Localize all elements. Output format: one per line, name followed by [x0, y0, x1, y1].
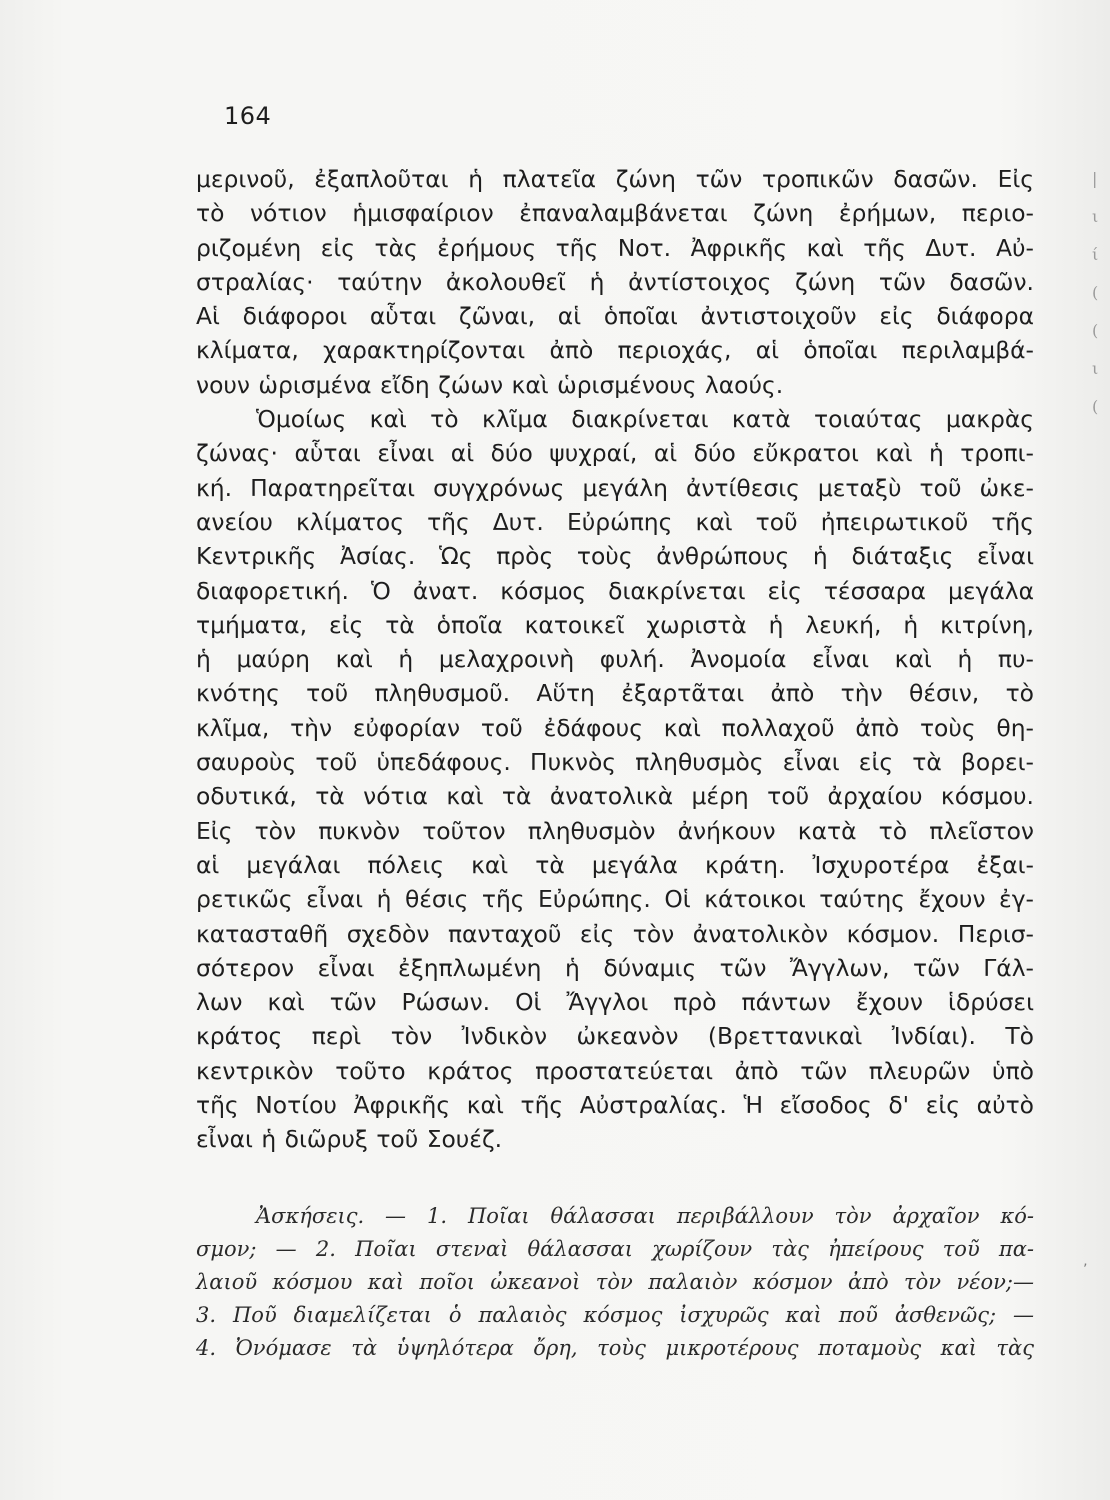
text-line: τμήματα, εἰς τὰ ὁποῖα κατοικεῖ χωριστὰ ἡ λευκή, ἡ κιτρίνη, — [196, 610, 1034, 639]
text-line: οδυτικά, τὰ νότια καὶ τὰ ἀνατολικὰ μέρη τοῦ ἀρχαίου κόσμου. — [196, 782, 1034, 811]
bleed-through-marks: | ι ί ( ( ι ( — [1092, 169, 1099, 416]
text-line: στραλίας· ταύτην ἀκολουθεῖ ἡ ἀντίστοιχος ζώνη τῶν δασῶν. — [196, 267, 1034, 296]
text-line: σαυροὺς τοῦ ὑπεδάφους. Πυκνὸς πληθυσμὸς εἶναι εἰς τὰ βορει- — [196, 748, 1034, 777]
text-line: ζώνας· αὗται εἶναι αἱ δύο ψυχραί, αἱ δύο εὔκρατοι καὶ ἡ τροπι- — [196, 439, 1034, 468]
text-line: Εἰς τὸν πυκνὸν τοῦτον πληθυσμὸν ἀνήκουν κατὰ τὸ πλεῖστον — [196, 816, 1034, 845]
text-line: κλῖμα, τὴν εὐφορίαν τοῦ ἐδάφους καὶ πολλαχοῦ ἀπὸ τοὺς θη- — [196, 713, 1034, 742]
page-number: 164 — [224, 102, 272, 130]
text-line: μερινοῦ, ἐξαπλοῦται ἡ πλατεῖα ζώνη τῶν τροπικῶν δασῶν. Εἰς — [196, 165, 1034, 193]
main-paragraph — [196, 162, 1034, 1157]
text-line: ανείου κλίματος τῆς Δυτ. Εὐρώπης καὶ τοῦ ἠπειρωτικοῦ τῆς — [196, 507, 1034, 536]
exercise-line: λαιοῦ κόσμου καὶ ποῖοι ὠκεανοὶ τὸν παλαιὸν κόσμον ἀπὸ τὸν νέον;— — [196, 1270, 1034, 1294]
text-line: σότερον εἶναι ἐξηπλωμένη ἡ δύναμις τῶν Ἄγγλων, τῶν Γάλ- — [196, 953, 1034, 982]
text-line: Κεντρικῆς Ἀσίας. Ὡς πρὸς τοὺς ἀνθρώπους ἡ διάταξις εἶναι — [196, 542, 1034, 571]
text-line: ἡ μαύρη καὶ ἡ μελαχροινὴ φυλή. Ἀνομοία εἶναι καὶ ἡ πυ- — [196, 645, 1034, 674]
text-line: τῆς Νοτίου Ἀφρικῆς καὶ τῆς Αὐστραλίας. Ἡ εἴσοδος δ' εἰς αὐτὸ — [196, 1091, 1034, 1120]
text-line: εἶναι ἡ διῶρυξ τοῦ Σουέζ. — [196, 1125, 503, 1154]
text-line: κλίματα, χαρακτηρίζονται ἀπὸ περιοχάς, αἱ ὁποῖαι περιλαμβά- — [196, 336, 1034, 365]
stray-mark: ’ — [1083, 1262, 1088, 1278]
text-line: τὸ νότιον ἡμισφαίριον ἐπαναλαμβάνεται ζώνη ἐρήμων, περιο- — [196, 199, 1034, 228]
text-line: κνότης τοῦ πληθυσμοῦ. Αὕτη ἐξαρτᾶται ἀπὸ τὴν θέσιν, τὸ — [196, 679, 1034, 708]
exercises-section — [196, 1200, 1034, 1365]
exercise-line: σμον; — 2. Ποῖαι στεναὶ θάλασσαι χωρίζουν τὰς ἠπείρους τοῦ πα- — [196, 1237, 1034, 1261]
text-line: κράτος περὶ τὸν Ἰνδικὸν ὠκεανὸν (Βρεττανικαὶ Ἰνδίαι). Τὸ — [196, 1022, 1034, 1051]
exercise-line: 4. Ὀνόμασε τὰ ὑψηλότερα ὄρη, τοὺς μικροτέρους ποταμοὺς καὶ τὰς — [196, 1336, 1034, 1360]
exercise-line: Ἀσκήσεις. — 1. Ποῖαι θάλασσαι περιβάλλουν τὸν ἀρχαῖον κό- — [256, 1204, 1034, 1228]
text-line: Αἱ διάφοροι αὗται ζῶναι, αἱ ὁποῖαι ἀντιστοιχοῦν εἰς διάφορα — [196, 302, 1034, 331]
text-line: ρετικῶς εἶναι ἡ θέσις τῆς Εὐρώπης. Οἱ κάτοικοι ταύτης ἔχουν ἐγ- — [196, 885, 1034, 914]
text-line: ριζομένη εἰς τὰς ἐρήμους τῆς Νοτ. Ἀφρικῆς καὶ τῆς Δυτ. Αὐ- — [196, 233, 1034, 262]
text-line: νουν ὡρισμένα εἴδη ζώων καὶ ὡρισμένους λαούς. — [196, 370, 784, 399]
text-line: Ὁμοίως καὶ τὸ κλῖμα διακρίνεται κατὰ τοιαύτας μακρὰς — [256, 405, 1034, 434]
text-line: αἱ μεγάλαι πόλεις καὶ τὰ μεγάλα κράτη. Ἰσχυροτέρα ἐξαι- — [196, 850, 1034, 879]
exercise-line: 3. Ποῦ διαμελίζεται ὁ παλαιὸς κόσμος ἰσχυρῶς καὶ ποῦ ἀσθενῶς; — — [196, 1303, 1034, 1327]
text-line: διαφορετική. Ὁ ἀνατ. κόσμος διακρίνεται εἰς τέσσαρα μεγάλα — [196, 576, 1034, 605]
text-line: κεντρικὸν τοῦτο κράτος προστατεύεται ἀπὸ τῶν πλευρῶν ὑπὸ — [196, 1056, 1034, 1085]
text-line: λων καὶ τῶν Ρώσων. Οἱ Ἄγγλοι πρὸ πάντων ἔχουν ἱδρύσει — [196, 988, 1034, 1017]
text-line: κατασταθῆ σχεδὸν πανταχοῦ εἰς τὸν ἀνατολικὸν κόσμον. Περισ- — [196, 919, 1034, 948]
text-line: κή. Παρατηρεῖται συγχρόνως μεγάλη ἀντίθεσις μεταξὺ τοῦ ὠκε- — [196, 473, 1034, 502]
